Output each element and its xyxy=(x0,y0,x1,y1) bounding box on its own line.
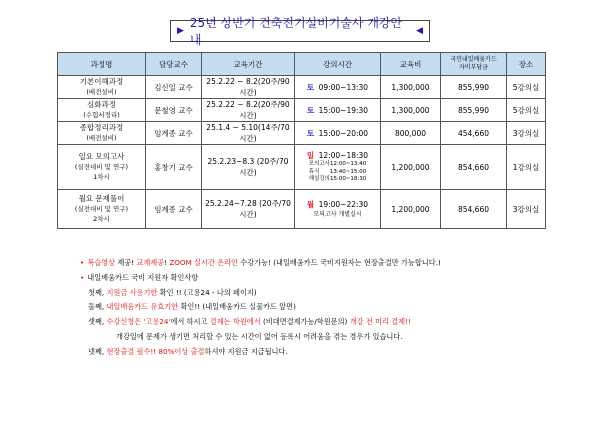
table-row xyxy=(58,145,546,190)
header-fee: 교육비 xyxy=(381,53,441,76)
room-cell: 1강의실 xyxy=(507,145,546,190)
header-time: 강의시간 xyxy=(295,53,381,76)
note-line: 셋째, 수강신청은 '고용24'에서 하시고 결제는 학원에서 (비대면결제가능/학원문의) 개강 전 미리 결제!! xyxy=(88,317,411,327)
course-name: 심화과정 xyxy=(87,100,116,109)
self-pay-cell: 454,660 xyxy=(441,122,507,145)
course-sub: (실전대비 및 연구) xyxy=(74,205,129,213)
table-row xyxy=(58,122,546,145)
bullet-icon: • xyxy=(80,272,85,282)
self-pay-cell: 855,990 xyxy=(441,76,507,99)
header-period: 교육기간 xyxy=(202,53,295,76)
table-row xyxy=(58,190,546,229)
page-title xyxy=(170,16,430,47)
schedule-detail: 해설강의15:00~18:30 xyxy=(308,176,367,183)
time-cell xyxy=(295,190,381,229)
time-range: 09:00~13:30 xyxy=(318,82,369,92)
self-pay-cell: 854,660 xyxy=(441,145,507,190)
course-cell xyxy=(58,145,146,190)
time-cell xyxy=(295,122,381,145)
schedule-detail: 모의고사12:00~13:40 xyxy=(308,161,367,168)
period-cell: 25.2.22 ~ 8.2(20주/90시간) xyxy=(202,76,295,99)
room-cell: 5강의실 xyxy=(507,99,546,122)
header-course: 과정명 xyxy=(58,53,146,76)
fee-cell: 1,300,000 xyxy=(381,99,441,122)
day-label: 월 xyxy=(306,200,315,209)
note-line: • 내일배움카드 국비 지원자 확인사항 xyxy=(80,272,199,282)
course-cell xyxy=(58,190,146,229)
period-cell: 25.2.23~8.3 (20주/70시간) xyxy=(202,145,295,190)
time-range: 15:00~20:00 xyxy=(318,128,369,138)
course-cell xyxy=(58,122,146,145)
note-line: 둘째, 내일배움카드 유효기한 확인!! (내일배움카드 실물카드 앞면) xyxy=(88,302,296,312)
course-name: 일요 모의고사 xyxy=(78,152,125,161)
schedule-detail: 모의고사 개별실시 xyxy=(313,211,362,218)
professor-cell: 홍창기 교수 xyxy=(146,145,202,190)
day-label: 토 xyxy=(306,105,315,115)
course-cell xyxy=(58,76,146,99)
time-cell xyxy=(295,145,381,190)
course-session: 1차시 xyxy=(93,173,110,181)
professor-cell: 임계종 교수 xyxy=(146,122,202,145)
course-sub: (배전설비) xyxy=(86,134,117,142)
notice-section xyxy=(80,256,590,360)
header-professor: 담당교수 xyxy=(146,53,202,76)
triangle-right-icon: ▶ xyxy=(177,26,184,36)
note-line: 개강일에 문제가 생기면 처리할 수 있는 시간이 없어 등록시 어려움을 겪는 경우가 있습니다. xyxy=(116,331,403,341)
professor-cell: 문철영 교수 xyxy=(146,99,202,122)
course-name: 기본이해과정 xyxy=(79,77,124,86)
room-cell: 3강의실 xyxy=(507,190,546,229)
day-label: 토 xyxy=(306,128,315,138)
time-range: 15:00~19:30 xyxy=(318,105,369,115)
table-row xyxy=(58,76,546,99)
header-self-pay: 국민내일배움카드 자비부담금 xyxy=(441,53,507,76)
time-cell xyxy=(295,99,381,122)
title-text: 25년 상반기 건축전기설비기술사 개강안내 xyxy=(189,16,403,47)
fee-cell: 1,200,000 xyxy=(381,145,441,190)
time-cell xyxy=(295,76,381,99)
triangle-left-icon: ◀ xyxy=(416,26,423,36)
header-room: 장소 xyxy=(507,53,546,76)
period-cell: 25.2.24~7.28 (20주/70시간) xyxy=(202,190,295,229)
fee-cell: 1,300,000 xyxy=(381,76,441,99)
time-range: 12:00~18:30 xyxy=(318,151,369,161)
fee-cell: 1,200,000 xyxy=(381,190,441,229)
bullet-icon: • xyxy=(80,258,85,267)
time-range: 19:00~22:30 xyxy=(318,200,369,209)
professor-cell: 김신일 교수 xyxy=(146,76,202,99)
note-line: • 복습영상 제공! 교재제공! ZOOM 실시간 온라인 수강가능! (내일배움카드 국비지원자는 현장출결만 가능합니다.) xyxy=(80,258,441,267)
note-line: 첫째, 지원금 사용기한 확인 !! (고용24 - 나의 페이지) xyxy=(88,287,257,297)
course-sub: (수험서정리) xyxy=(83,111,120,119)
table-header-row xyxy=(58,53,546,76)
course-sub: (배전설비) xyxy=(86,88,117,96)
course-cell xyxy=(58,99,146,122)
room-cell: 3강의실 xyxy=(507,122,546,145)
note-line: 넷째, 현장출결 필수!! 80%이상 출결하셔야 지원금 지급됩니다. xyxy=(88,346,288,356)
room-cell: 5강의실 xyxy=(507,76,546,99)
course-sub: (실전대비 및 연구) xyxy=(74,163,129,171)
course-table xyxy=(57,52,546,229)
day-label: 토 xyxy=(306,82,315,92)
schedule-detail: 휴식 13:40~15:00 xyxy=(308,168,367,175)
period-cell: 25.1.4 ~ 5.10(14주/70시간) xyxy=(202,122,295,145)
table-row xyxy=(58,99,546,122)
professor-cell: 임계종 교수 xyxy=(146,190,202,229)
self-pay-cell: 854,660 xyxy=(441,190,507,229)
course-name: 월요 문제풀이 xyxy=(78,194,125,203)
period-cell: 25.2.22 ~ 8.2(20주/90시간) xyxy=(202,99,295,122)
course-session: 2차시 xyxy=(93,215,110,223)
day-label: 일 xyxy=(306,151,315,161)
fee-cell: 800,000 xyxy=(381,122,441,145)
self-pay-cell: 855,990 xyxy=(441,99,507,122)
course-name: 종합정리과정 xyxy=(79,123,124,132)
